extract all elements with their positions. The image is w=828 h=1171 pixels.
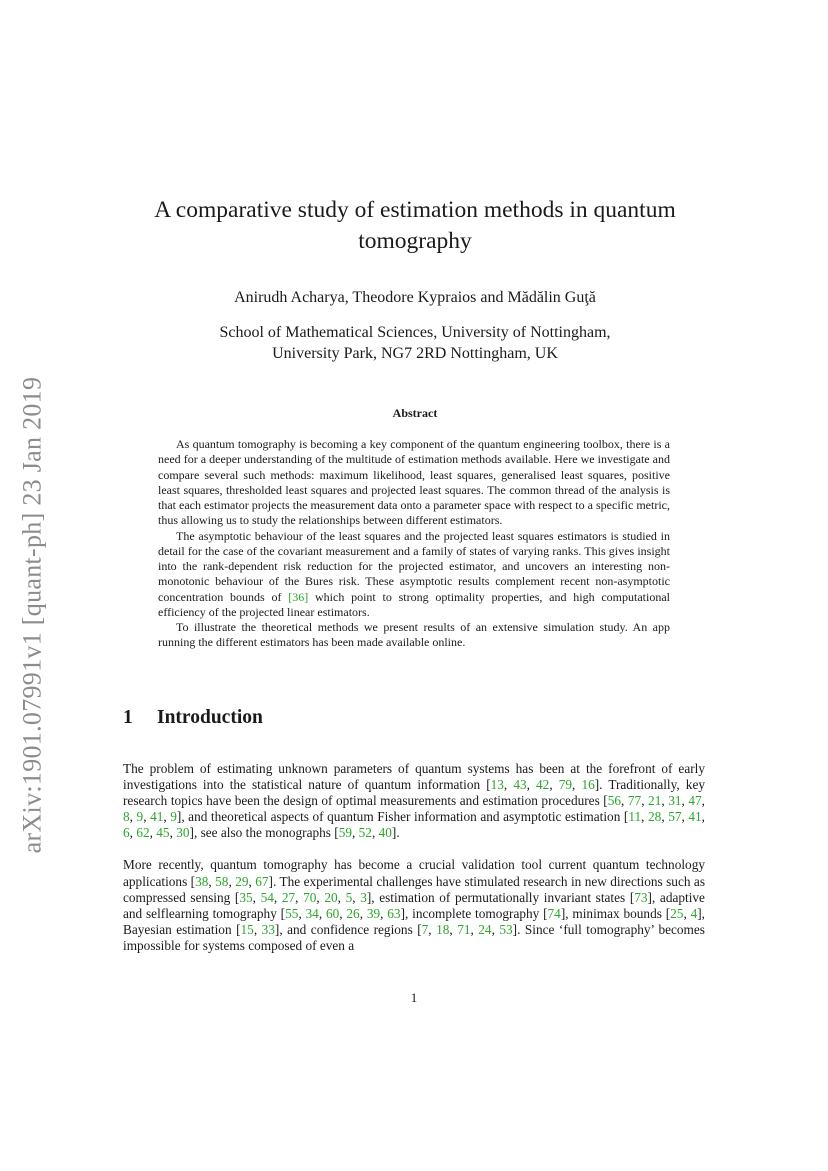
citation-link[interactable]: 55 — [285, 905, 299, 921]
citation-link[interactable]: 15 — [240, 921, 254, 937]
citation-link[interactable]: 62 — [136, 825, 150, 841]
citation-link[interactable]: 77 — [627, 793, 642, 809]
citation-link[interactable]: 74 — [547, 905, 561, 921]
citation-link[interactable]: 13 — [490, 777, 504, 793]
body-text-run: , — [318, 905, 326, 921]
citation-link[interactable]: 60 — [325, 905, 340, 921]
citation-link[interactable]: 27 — [281, 889, 296, 905]
citation-link[interactable]: 58 — [215, 873, 229, 889]
section-number: 1 — [123, 707, 133, 728]
body-paragraph-1 — [123, 761, 705, 841]
body-text-run: , — [149, 825, 157, 841]
citation-link[interactable]: 39 — [366, 905, 381, 921]
body-text-run: , — [143, 809, 151, 825]
page-number: 1 — [410, 990, 418, 1005]
citation-link[interactable]: 42 — [536, 777, 550, 793]
citation-link[interactable]: 31 — [668, 793, 682, 809]
body-text-run: , — [661, 809, 669, 825]
body-text-run: , — [352, 889, 361, 905]
body-text-run: , — [380, 905, 388, 921]
citation-link[interactable]: 9 — [136, 809, 144, 825]
body-text-run: ]. — [391, 825, 400, 841]
body-text-run: , — [316, 889, 325, 905]
citation-link[interactable]: 29 — [235, 873, 249, 889]
section-title: Introduction — [157, 707, 263, 728]
citation-link[interactable]: 8 — [123, 809, 130, 825]
body-text-run: , — [298, 905, 306, 921]
body-text-run: , — [253, 921, 262, 937]
body-text-run: , — [701, 793, 705, 809]
body-text-run: , — [248, 873, 256, 889]
body-text-run: , — [503, 777, 514, 793]
affiliation-line-1: School of Mathematical Sciences, University of Nottingham, — [219, 324, 611, 341]
citation-link[interactable]: 41 — [688, 809, 702, 825]
abstract-text: The asymptotic behaviour of the least squares and the projected least squares estimators is studied in detail for the case of the covariant measurement and a family of states of varying ranks. This gives insight into the rank-dependent risk reduction for the projected estimator, and uncovers an interesting non-monotonic behaviour of the Bures risk. These asymptotic results complement recent non-asymptotic concentration bounds of — [158, 528, 670, 604]
body-text-run: , — [641, 793, 649, 809]
body-text-run: , — [129, 825, 137, 841]
body-text-run: ]. Traditionally, key research topics have been the design of optimal measurements and estimation procedures [ — [123, 777, 705, 809]
citation-link[interactable]: 11 — [628, 809, 642, 825]
body-text-run: ], estimation of permutationally invariant states [ — [366, 889, 635, 905]
abstract-paragraph-1: As quantum tomography is becoming a key component of the quantum engineering toolbox, there is a need for a deeper understanding of the multitude of estimation methods available. Here we investigate and compare several such methods: maximum likelihood, least squares, generalised least squares, positive least squares, thresholded least squares and projected least squares. The common thread of the analysis is that each estimator projects the measurement data onto a parameter space with respect to a specific metric, thus allowing us to study the relationships between different estimators. — [158, 437, 670, 528]
citation-link[interactable]: 67 — [255, 873, 269, 889]
body-text-run: More recently, quantum tomography has become a crucial validation tool current quantum technology applications [ — [123, 857, 705, 889]
body-text-run: , — [428, 921, 437, 937]
abstract-text: which point to strong optimality properties, and high computational efficiency of the projected linear estimators. — [158, 589, 671, 619]
citation-link[interactable]: 40 — [378, 825, 392, 841]
citation-link[interactable]: 79 — [558, 777, 573, 793]
body-text-run: , — [163, 809, 171, 825]
body-text-run: , — [295, 889, 304, 905]
citation-link[interactable]: 54 — [260, 889, 274, 905]
citation-link[interactable]: 41 — [150, 809, 164, 825]
citation-link[interactable]: 5 — [345, 889, 353, 905]
body-text-run: , — [129, 809, 137, 825]
citation-link[interactable]: 9 — [170, 809, 177, 825]
citation-link[interactable]: 34 — [305, 905, 319, 921]
citation-link[interactable]: 73 — [634, 889, 648, 905]
abstract — [158, 437, 670, 651]
body-text-run: , — [621, 793, 628, 809]
citation-link[interactable]: 33 — [261, 921, 275, 937]
citation-link[interactable]: 56 — [607, 793, 622, 809]
citation-link[interactable]: 71 — [457, 921, 471, 937]
citation-link[interactable]: 53 — [499, 921, 513, 937]
body-text-run: , — [273, 889, 282, 905]
paper-authors: Anirudh Acharya, Theodore Kypraios and Mădălin Guţă — [234, 289, 596, 306]
citation-link[interactable]: 26 — [346, 905, 360, 921]
citation-link[interactable]: 25 — [670, 905, 684, 921]
citation-link[interactable]: 70 — [303, 889, 317, 905]
body-text-run: ]. The experimental challenges have stimulated research in new directions such as compressed sensing [ — [123, 873, 706, 905]
body-text-run: ], and confidence regions [ — [274, 921, 422, 937]
abstract-paragraph-3: To illustrate the theoretical methods we present results of an extensive simulation study. An app running the different estimators has been made available online. — [158, 620, 670, 650]
body-text-run: , — [449, 921, 458, 937]
paper-title: A comparative study of estimation methods in quantum tomography — [154, 197, 676, 254]
citation-link[interactable]: 3 — [360, 889, 367, 905]
citation-link[interactable]: 45 — [156, 825, 170, 841]
body-text-run: , — [526, 777, 537, 793]
citation-link[interactable]: 47 — [688, 793, 702, 809]
body-text-run: , — [337, 889, 346, 905]
body-text-run: , — [661, 793, 669, 809]
body-text-run: ], Bayesian estimation [ — [123, 905, 705, 937]
body-text-run: The problem of estimating unknown parameters of quantum systems has been at the forefront of early investigations into the statistical nature of quantum information [ — [123, 761, 705, 793]
body-text-run: , — [228, 873, 236, 889]
body-text-run: , — [681, 793, 689, 809]
citation-link[interactable]: 52 — [358, 825, 372, 841]
body-text-run: , — [470, 921, 479, 937]
abstract-heading: Abstract — [392, 406, 438, 420]
citation-link[interactable]: 4 — [690, 905, 698, 921]
body-text-run: , — [681, 809, 689, 825]
body-text-run: , — [352, 825, 359, 841]
body-text-run: ]. Since ‘full tomography’ becomes impossible for systems composed of even a — [123, 921, 705, 953]
body-text-run: , — [683, 905, 691, 921]
body-text-run: ], incomplete tomography [ — [400, 905, 548, 921]
citation-link[interactable]: 30 — [176, 825, 190, 841]
citation-link[interactable]: 38 — [195, 873, 209, 889]
citation-link[interactable]: 20 — [324, 889, 338, 905]
citation-link[interactable]: 24 — [478, 921, 492, 937]
citation-link[interactable]: 6 — [123, 825, 130, 841]
body-text-run: , — [359, 905, 367, 921]
citation-link[interactable]: 28 — [648, 809, 662, 825]
body-text-run: , — [549, 777, 559, 793]
paper-affiliation — [120, 322, 710, 364]
body-text-run: , — [252, 889, 261, 905]
citation-link[interactable]: 7 — [421, 921, 429, 937]
body-text-run: , — [641, 809, 649, 825]
body-text-run: ], and theoretical aspects of quantum Fisher information and asymptotic estimation [ — [176, 809, 629, 825]
body-text-run: , — [208, 873, 216, 889]
affiliation-line-2: University Park, NG7 2RD Nottingham, UK — [272, 345, 558, 362]
body-text-run: , — [572, 777, 582, 793]
body-text-run: , — [371, 825, 379, 841]
body-text-run: , — [339, 905, 347, 921]
body-text-run: , — [701, 809, 705, 825]
body-text-run: ], minimax bounds [ — [560, 905, 671, 921]
citation-link[interactable]: 63 — [387, 905, 401, 921]
citation-link[interactable]: 18 — [436, 921, 450, 937]
citation-link[interactable]: 59 — [338, 825, 352, 841]
citation-link[interactable]: 35 — [239, 889, 253, 905]
body-text — [123, 761, 705, 970]
citation-link[interactable]: 21 — [648, 793, 662, 809]
body-text-run: , — [491, 921, 500, 937]
body-text-run: , — [169, 825, 177, 841]
citation-link[interactable]: 57 — [668, 809, 682, 825]
body-text-run: ], see also the monographs [ — [189, 825, 339, 841]
body-paragraph-2 — [123, 857, 705, 954]
abstract-paragraph-2 — [158, 529, 670, 621]
citation-link[interactable]: 16 — [581, 777, 595, 793]
section-heading — [123, 707, 263, 729]
arxiv-stamp-text: arXiv:1901.07991v1 [quant-ph] 23 Jan 2019 — [17, 376, 46, 854]
body-text-run: ], adaptive and selflearning tomography [ — [123, 889, 705, 921]
arxiv-stamp — [12, 355, 52, 875]
citation-link[interactable]: 43 — [513, 777, 527, 793]
citation-link[interactable]: [36] — [288, 589, 309, 604]
